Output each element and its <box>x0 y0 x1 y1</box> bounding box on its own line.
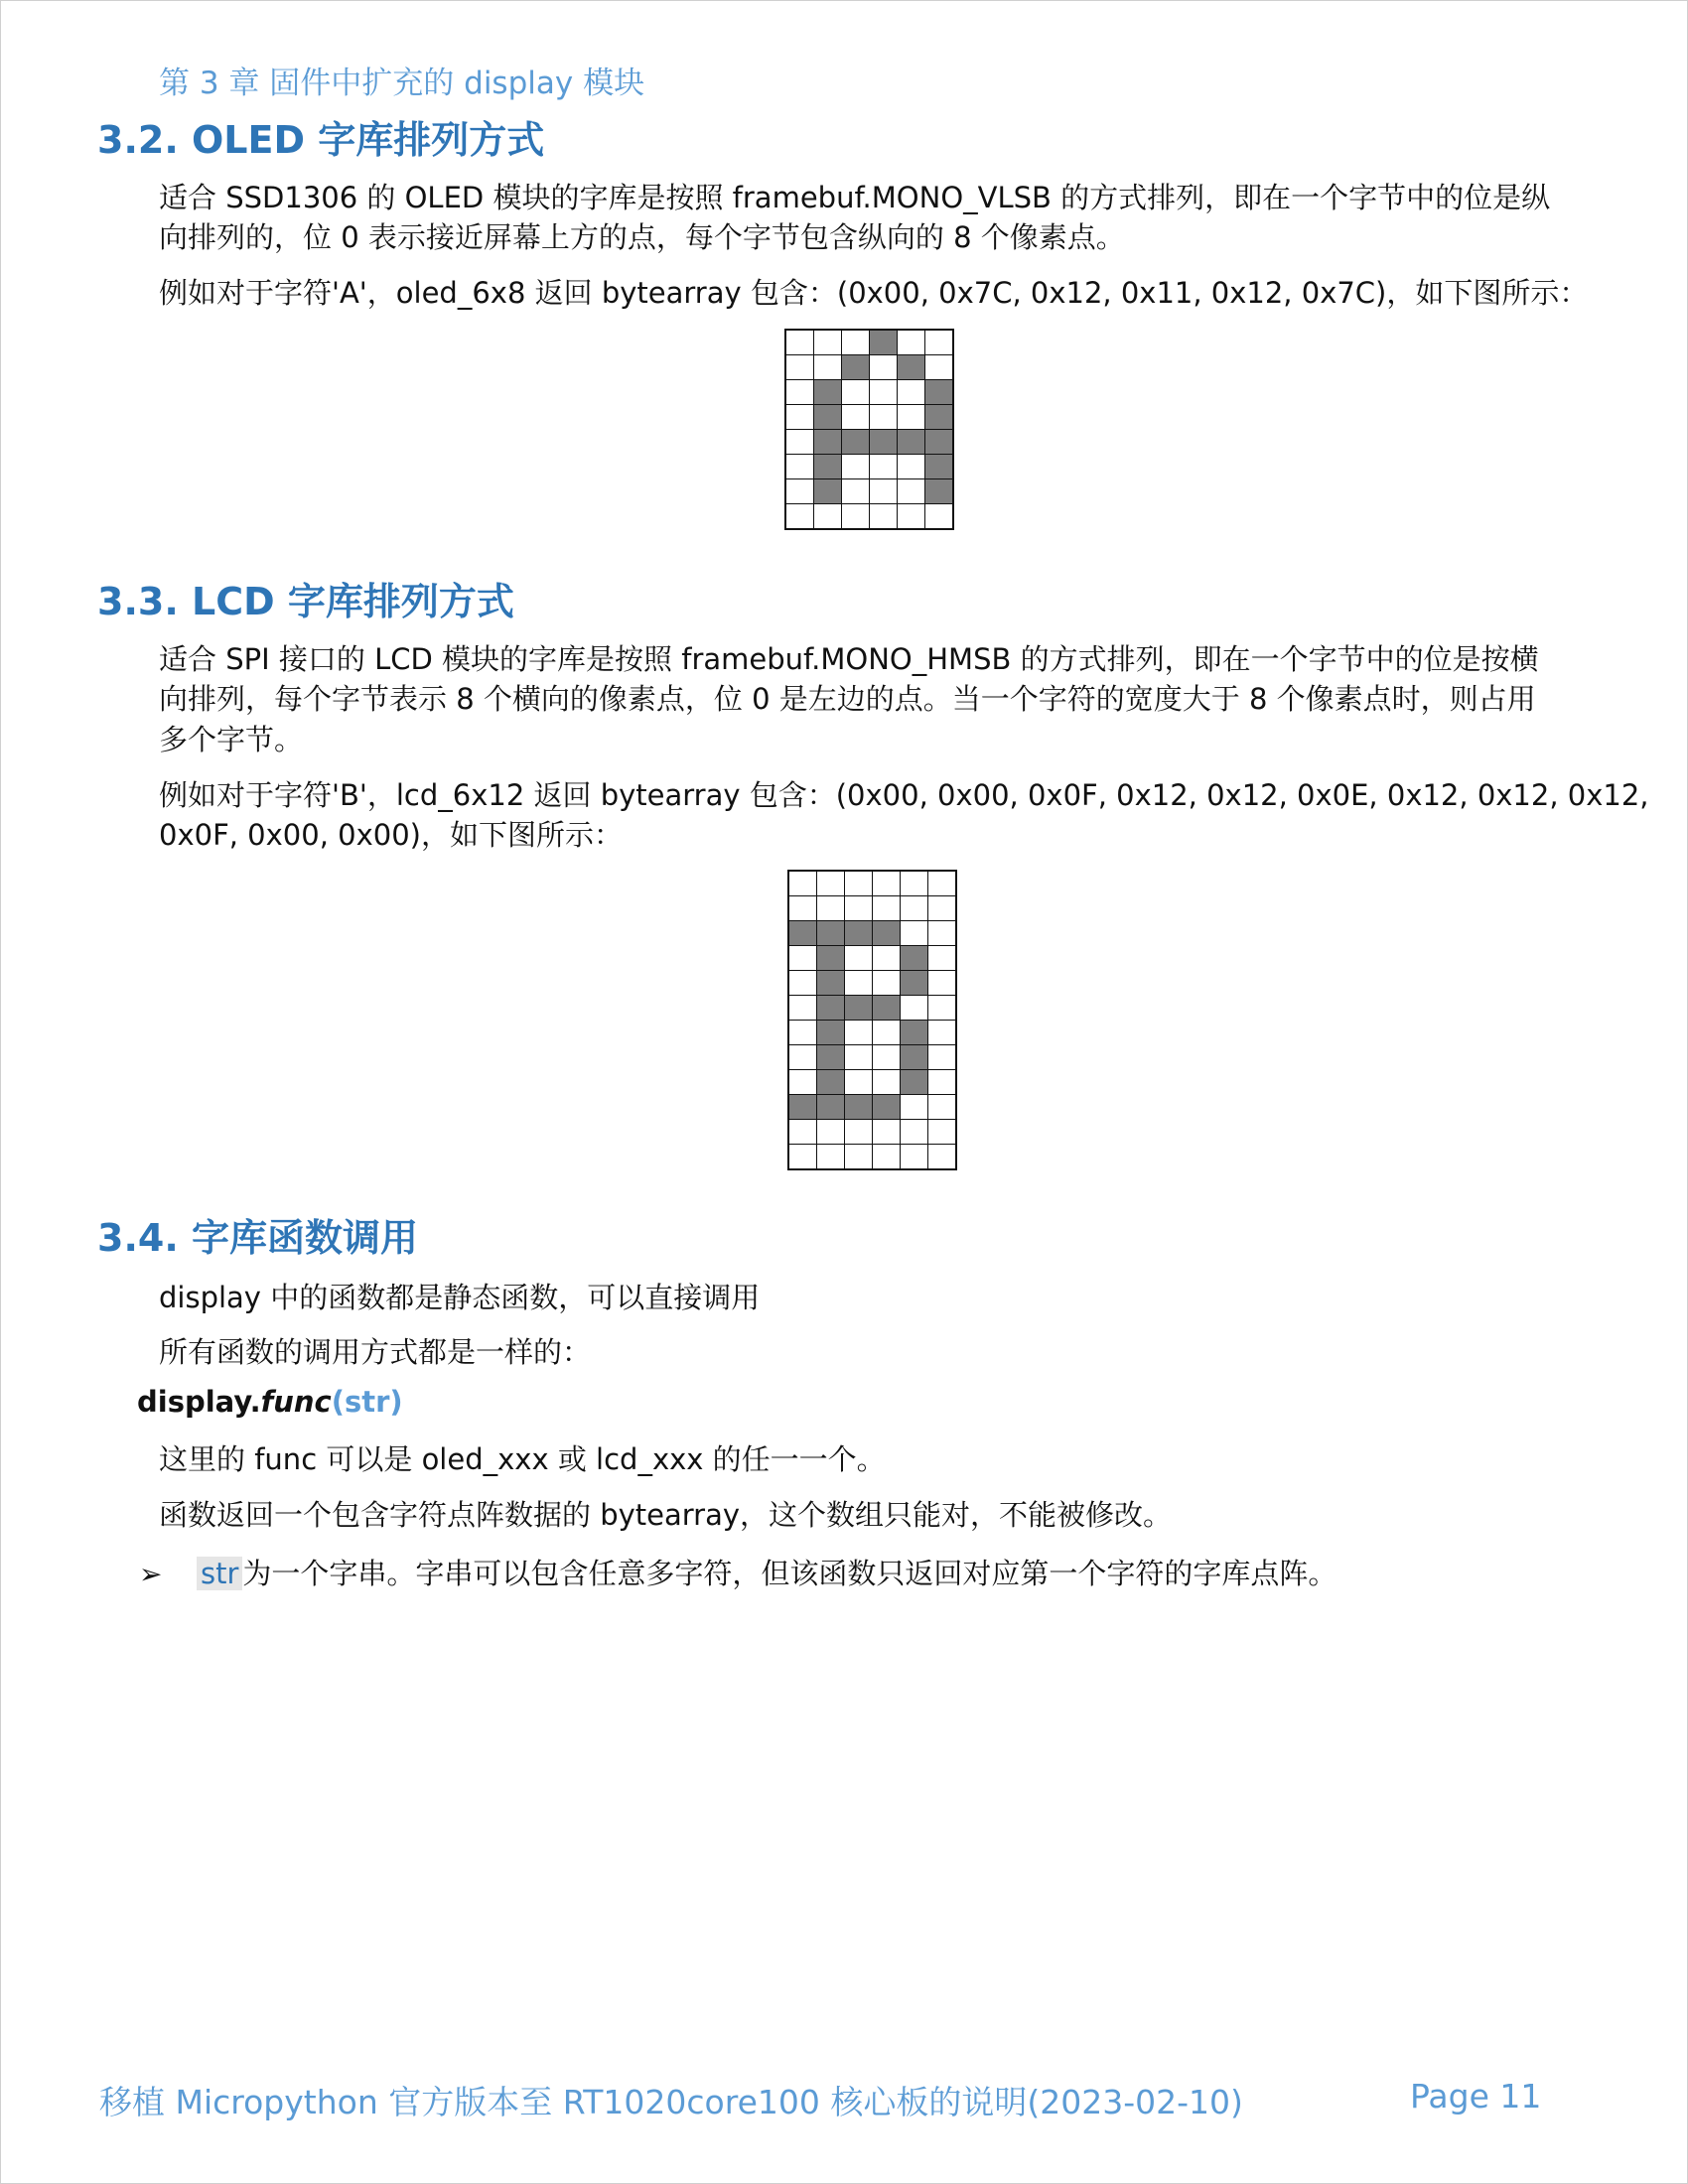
pixel-off <box>928 996 957 1021</box>
pixel-off <box>817 1120 845 1145</box>
glyph-row <box>785 330 953 355</box>
chapter-header: 第 3 章 固件中扩充的 display 模块 <box>159 66 645 101</box>
pixel-on <box>901 1045 928 1070</box>
pixel-off <box>925 504 954 530</box>
pixel-off <box>785 380 814 405</box>
pixel-off <box>870 380 898 405</box>
pixel-on <box>817 971 845 996</box>
glyph-row <box>785 355 953 380</box>
pixel-on <box>898 430 925 455</box>
glyph-row <box>788 1045 956 1070</box>
pixel-on <box>873 1095 901 1120</box>
pixel-on <box>901 1070 928 1095</box>
pixel-off <box>928 1145 957 1170</box>
pixel-off <box>845 1045 873 1070</box>
pixel-on <box>817 1070 845 1095</box>
glyph-row <box>785 430 953 455</box>
pixel-off <box>928 1045 957 1070</box>
glyph-row <box>785 405 953 430</box>
signature-func-name: func <box>260 1385 332 1419</box>
glyph-row <box>788 921 956 946</box>
lcd-paragraph-line-1: 适合 SPI 接口的 LCD 模块的字库是按照 framebuf.MONO_HMSB 的方式排列，即在一个字节中的位是按横 <box>159 642 1539 676</box>
pixel-off <box>842 330 870 355</box>
pixel-off <box>928 1120 957 1145</box>
pixel-off <box>928 946 957 971</box>
pixel-on <box>901 946 928 971</box>
pixel-off <box>898 479 925 504</box>
pixel-off <box>788 1145 817 1170</box>
pixel-off <box>788 1120 817 1145</box>
pixel-on <box>925 479 954 504</box>
pixel-on <box>842 355 870 380</box>
pixel-on <box>925 405 954 430</box>
param-name-highlight: str <box>197 1557 242 1590</box>
pixel-off <box>928 921 957 946</box>
glyph-row <box>788 1021 956 1045</box>
section-title-font-functions: 3.4. 字库函数调用 <box>97 1216 418 1260</box>
pixel-off <box>873 896 901 921</box>
pixel-on <box>814 455 842 479</box>
pixel-on <box>788 921 817 946</box>
signature-module: display. <box>137 1385 261 1419</box>
pixel-off <box>817 871 845 896</box>
func-name-explanation: 这里的 func 可以是 oled_xxx 或 lcd_xxx 的任一一个。 <box>159 1442 886 1476</box>
pixel-off <box>873 1120 901 1145</box>
pixel-off <box>788 996 817 1021</box>
section-title-oled: 3.2. OLED 字库排列方式 <box>97 118 545 162</box>
pixel-off <box>898 380 925 405</box>
pixel-off <box>842 380 870 405</box>
glyph-row <box>788 1070 956 1095</box>
pixel-off <box>898 405 925 430</box>
pixel-on <box>814 479 842 504</box>
pixel-on <box>788 1095 817 1120</box>
pixel-off <box>928 1021 957 1045</box>
pixel-off <box>898 330 925 355</box>
section-title-lcd: 3.3. LCD 字库排列方式 <box>97 580 514 623</box>
pixel-off <box>842 455 870 479</box>
pixel-off <box>788 971 817 996</box>
pixel-off <box>788 871 817 896</box>
pixel-off <box>842 479 870 504</box>
glyph-row <box>788 996 956 1021</box>
pixel-off <box>898 504 925 530</box>
pixel-off <box>845 1021 873 1045</box>
pixel-off <box>898 455 925 479</box>
pixel-off <box>870 504 898 530</box>
pixel-off <box>785 405 814 430</box>
pixel-on <box>814 430 842 455</box>
pixel-on <box>925 430 954 455</box>
lcd-example-line-1: 例如对于字符'B'，lcd_6x12 返回 bytearray 包含：(0x00, 0x00, 0x0F, 0x12, 0x12, 0x0E, 0x12, 0x12, 0x12, <box>159 778 1649 812</box>
pixel-on <box>817 1045 845 1070</box>
pixel-off <box>873 871 901 896</box>
pixel-on <box>845 1095 873 1120</box>
pixel-off <box>928 1095 957 1120</box>
signature-open-paren: ( <box>331 1385 345 1419</box>
pixel-off <box>845 946 873 971</box>
pixel-off <box>845 1120 873 1145</box>
pixel-off <box>788 896 817 921</box>
footer-document-title: 移植 Micropython 官方版本至 RT1020core100 核心板的说明(2023-02-10) <box>99 2083 1243 2121</box>
lcd-paragraph-line-2: 向排列，每个字节表示 8 个横向的像素点，位 0 是左边的点。当一个字符的宽度大于 8 个像素点时，则占用 <box>159 682 1536 716</box>
glyph-row <box>788 896 956 921</box>
pixel-off <box>817 896 845 921</box>
pixel-off <box>901 1095 928 1120</box>
pixel-off <box>928 896 957 921</box>
param-description: 为一个字串。字串可以包含任意多字符，但该函数只返回对应第一个字符的字库点阵。 <box>242 1557 1337 1590</box>
lcd-glyph-b-grid <box>787 870 957 1170</box>
glyph-row <box>788 1120 956 1145</box>
pixel-off <box>873 1045 901 1070</box>
pixel-off <box>928 971 957 996</box>
pixel-off <box>814 355 842 380</box>
pixel-on <box>817 996 845 1021</box>
pixel-off <box>870 479 898 504</box>
pixel-off <box>901 871 928 896</box>
pixel-off <box>870 455 898 479</box>
pixel-on <box>925 380 954 405</box>
oled-paragraph-line-1: 适合 SSD1306 的 OLED 模块的字库是按照 framebuf.MONO_VLSB 的方式排列，即在一个字节中的位是纵 <box>159 181 1551 214</box>
function-signature <box>137 1385 403 1419</box>
pixel-on <box>814 380 842 405</box>
pixel-off <box>928 871 957 896</box>
lcd-paragraph-line-3: 多个字节。 <box>159 723 304 756</box>
pixel-off <box>845 1070 873 1095</box>
pixel-on <box>845 996 873 1021</box>
pixel-on <box>817 1021 845 1045</box>
pixel-off <box>845 896 873 921</box>
glyph-row <box>785 479 953 504</box>
page-number: Page 11 <box>1410 2077 1542 2116</box>
pixel-off <box>785 355 814 380</box>
pixel-on <box>901 1021 928 1045</box>
signature-param: str <box>344 1385 390 1419</box>
pixel-off <box>817 1145 845 1170</box>
glyph-row <box>788 871 956 896</box>
pixel-off <box>873 971 901 996</box>
functions-intro: display 中的函数都是静态函数，可以直接调用 <box>159 1281 761 1314</box>
pixel-on <box>842 430 870 455</box>
pixel-off <box>785 330 814 355</box>
oled-paragraph-line-2: 向排列的，位 0 表示接近屏幕上方的点，每个字节包含纵向的 8 个像素点。 <box>159 220 1125 254</box>
functions-call-note: 所有函数的调用方式都是一样的： <box>159 1335 592 1369</box>
pixel-off <box>788 1045 817 1070</box>
pixel-off <box>788 946 817 971</box>
pixel-on <box>925 455 954 479</box>
pixel-off <box>873 1021 901 1045</box>
pixel-off <box>845 1145 873 1170</box>
glyph-row <box>788 1095 956 1120</box>
oled-example-text: 例如对于字符'A'，oled_6x8 返回 bytearray 包含：(0x00, 0x7C, 0x12, 0x11, 0x12, 0x7C)，如下图所示： <box>159 276 1589 310</box>
pixel-off <box>873 1070 901 1095</box>
pixel-off <box>845 971 873 996</box>
pixel-off <box>873 946 901 971</box>
oled-glyph-a-grid <box>784 329 954 530</box>
pixel-on <box>845 921 873 946</box>
glyph-row <box>785 504 953 530</box>
signature-close-paren: ) <box>389 1385 403 1419</box>
pixel-on <box>817 921 845 946</box>
pixel-on <box>814 405 842 430</box>
return-value-explanation: 函数返回一个包含字符点阵数据的 bytearray，这个数组只能对，不能被修改。 <box>159 1498 1173 1532</box>
pixel-on <box>817 1095 845 1120</box>
pixel-off <box>901 896 928 921</box>
pixel-off <box>928 1070 957 1095</box>
pixel-off <box>873 1145 901 1170</box>
pixel-on <box>901 971 928 996</box>
glyph-row <box>785 455 953 479</box>
pixel-on <box>870 330 898 355</box>
pixel-off <box>901 921 928 946</box>
glyph-row <box>788 971 956 996</box>
glyph-row <box>788 1145 956 1170</box>
pixel-on <box>873 996 901 1021</box>
pixel-off <box>785 430 814 455</box>
pixel-off <box>901 1145 928 1170</box>
pixel-on <box>817 946 845 971</box>
pixel-off <box>870 405 898 430</box>
pixel-off <box>785 455 814 479</box>
pixel-off <box>788 1021 817 1045</box>
pixel-off <box>788 1070 817 1095</box>
pixel-off <box>814 330 842 355</box>
pixel-off <box>870 355 898 380</box>
pixel-off <box>845 871 873 896</box>
glyph-row <box>788 946 956 971</box>
pixel-off <box>925 330 954 355</box>
pixel-off <box>842 504 870 530</box>
pixel-off <box>785 504 814 530</box>
pixel-off <box>901 1120 928 1145</box>
glyph-row <box>785 380 953 405</box>
pixel-off <box>901 996 928 1021</box>
pixel-off <box>842 405 870 430</box>
pixel-on <box>898 355 925 380</box>
param-bullet <box>139 1553 1336 1595</box>
pixel-off <box>814 504 842 530</box>
lcd-example-line-2: 0x0F, 0x00, 0x00)，如下图所示： <box>159 818 623 852</box>
pixel-off <box>785 479 814 504</box>
arrow-bullet-icon: ➢ <box>139 1558 163 1590</box>
pixel-on <box>873 921 901 946</box>
pixel-on <box>870 430 898 455</box>
pixel-off <box>925 355 954 380</box>
